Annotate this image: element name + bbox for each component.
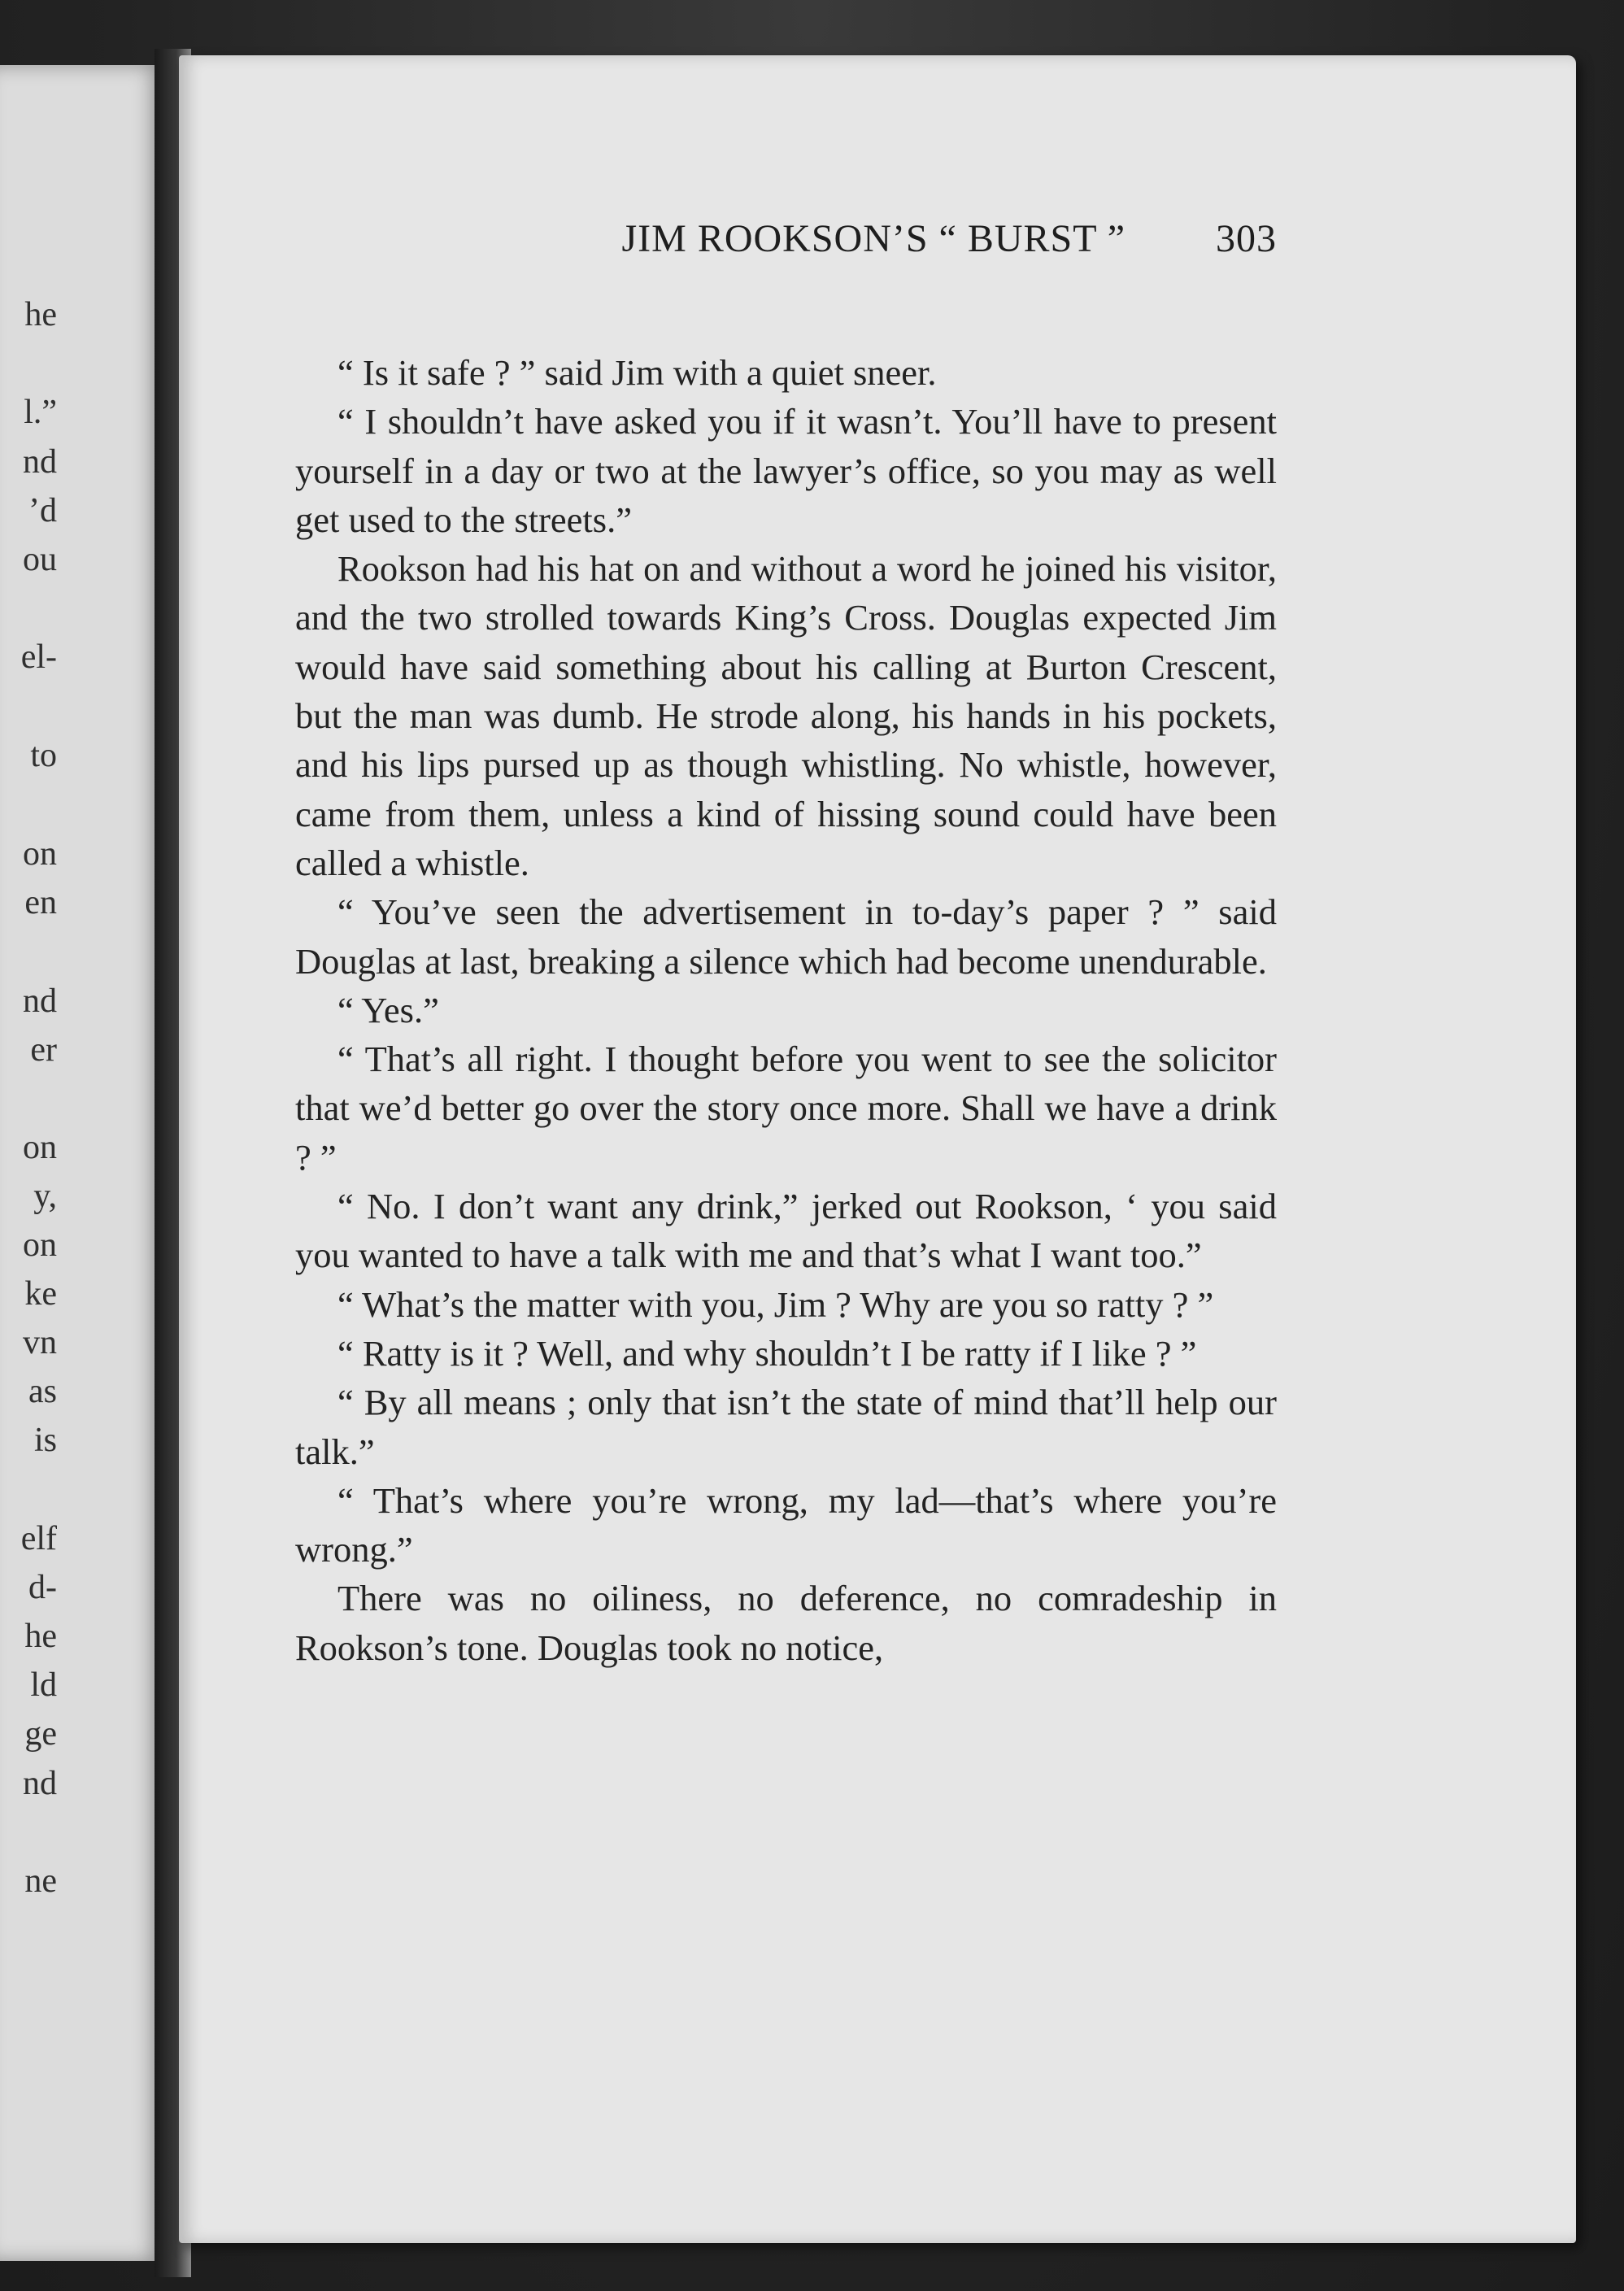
- facing-line-fragment: on: [23, 1129, 57, 1166]
- facing-page-text-fragments: [0, 65, 57, 2261]
- facing-line-fragment: en: [24, 884, 57, 921]
- facing-line-fragment: he: [24, 1618, 57, 1655]
- chapter-title: JIM ROOKSON’S “ BURST ”: [621, 217, 1125, 260]
- facing-line-fragment: ge: [24, 1715, 57, 1753]
- paragraph: “ Ratty is it ? Well, and why shouldn’t I be ratty if I like ? ”: [337, 1332, 1197, 1374]
- paragraph: “ That’s all right. I thought before you went to see the solicitor that we’d better go over the story once more. Shall we have a drink ? ”: [295, 1039, 1277, 1178]
- facing-line-fragment: ne: [24, 1862, 57, 1900]
- facing-line-fragment: nd: [23, 1765, 57, 1802]
- facing-line-fragment: el-: [20, 638, 57, 676]
- paragraph: “ By all means ; only that isn’t the state of mind that’ll help our talk.”: [295, 1382, 1277, 1472]
- facing-line-fragment: ou: [23, 541, 57, 578]
- paragraph: “ What’s the matter with you, Jim ? Why are you so ratty ? ”: [337, 1283, 1214, 1325]
- facing-line-fragment: ke: [24, 1275, 57, 1313]
- facing-line-fragment: on: [23, 1226, 57, 1264]
- running-header: [295, 216, 1277, 265]
- paragraph: “ Is it safe ? ” said Jim with a quiet sneer.: [337, 352, 937, 393]
- facing-line-fragment: to: [30, 737, 57, 774]
- facing-line-fragment: l.”: [24, 394, 57, 431]
- paragraph: “ No. I don’t want any drink,” jerked out Rookson, ‘ you said you wanted to have a talk with me and that’s what I want too.”: [295, 1186, 1277, 1276]
- paragraph: “ I shouldn’t have asked you if it wasn’t. You’ll have to present yourself in a day or two at the lawyer’s office, so you may as well get used to the streets.”: [295, 401, 1277, 540]
- facing-line-fragment: is: [33, 1422, 57, 1459]
- facing-line-fragment: y,: [33, 1178, 57, 1215]
- paragraph: Rookson had his hat on and without a word he joined his visitor, and the two strolled towards King’s Cross. Douglas expected Jim would have said something about his calling at Burton Crescent, but the man was dumb. He strode along, his hands in his pockets, and his lips pursed up as though whistling. No whistle, however, came from them, unless a kind of hissing sound could have been called a whistle.: [295, 548, 1277, 883]
- paragraph: “ Yes.”: [337, 989, 439, 1030]
- facing-line-fragment: elf: [20, 1520, 57, 1557]
- facing-line-fragment: nd: [23, 443, 57, 481]
- book-page: [179, 55, 1576, 2243]
- paragraph: “ That’s where you’re wrong, my lad—that’s where you’re wrong.”: [295, 1479, 1277, 1570]
- facing-line-fragment: ld: [30, 1666, 57, 1704]
- facing-line-fragment: he: [24, 296, 57, 333]
- facing-page: [0, 65, 167, 2261]
- facing-line-fragment: vn: [23, 1324, 57, 1361]
- facing-line-fragment: on: [23, 835, 57, 873]
- facing-line-fragment: d-: [28, 1569, 57, 1606]
- body-text: [295, 348, 1277, 1672]
- paragraph: There was no oiliness, no deference, no comradeship in Rookson’s tone. Douglas took no notice,: [295, 1578, 1277, 1668]
- facing-line-fragment: as: [28, 1373, 57, 1410]
- facing-line-fragment: nd: [23, 982, 57, 1020]
- paragraph: “ You’ve seen the advertisement in to-day’s paper ? ” said Douglas at last, breaking a silence which had become unendurable.: [295, 891, 1277, 982]
- facing-line-fragment: ’d: [28, 492, 57, 529]
- facing-line-fragment: er: [30, 1031, 57, 1069]
- page-number: 303: [1216, 217, 1277, 260]
